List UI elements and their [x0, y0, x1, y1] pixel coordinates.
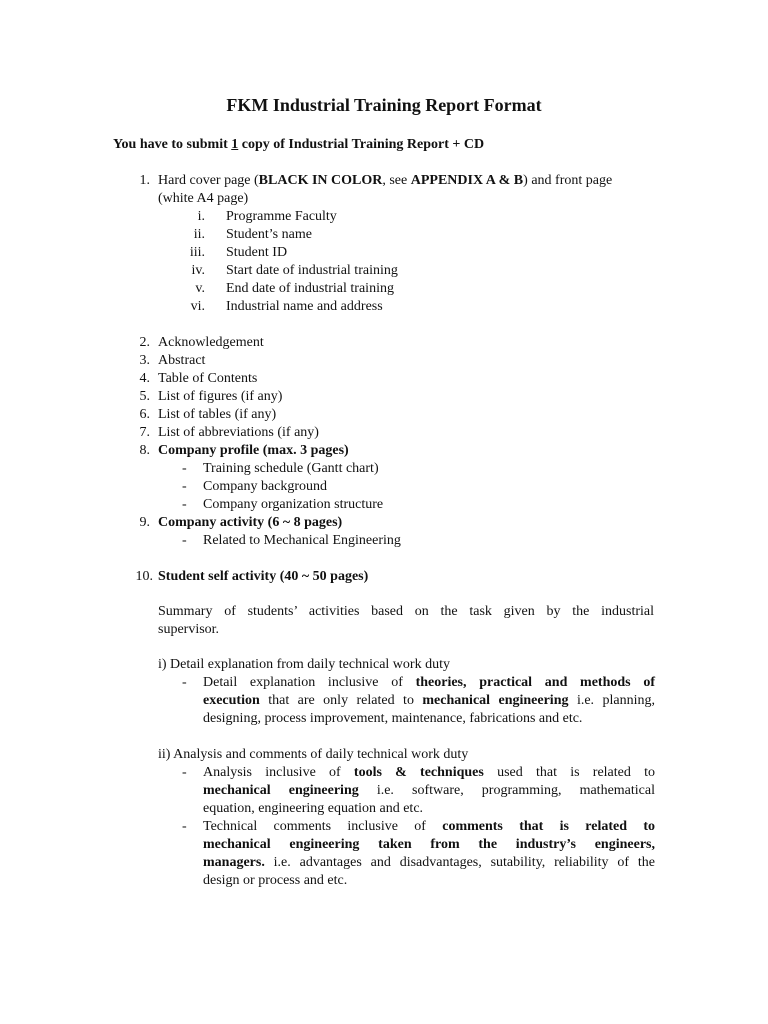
- item-text: Hard cover page (BLACK IN COLOR, see APPENDIX A & B) and front page: [158, 173, 613, 188]
- analysis-text: Analysis inclusive of tools & techniques used that is related to mechanical engineering i.e. software, programming, mathematical equation, engineering equation and etc.: [203, 765, 655, 816]
- submit-post: copy of Industrial Training Report + CD: [238, 137, 485, 152]
- submit-instruction: [113, 136, 484, 154]
- technical-comments-text: Technical comments inclusive of comments that is related to mechanical engineering taken from the industry’s engineers, managers. i.e. advantages and disadvantages, sutability, reliability of the design or process and etc.: [203, 819, 655, 888]
- section-i-heading: i) Detail explanation from daily technical work duty: [158, 657, 450, 672]
- item-number: 1.: [139, 173, 150, 188]
- submit-count: 1: [231, 137, 239, 152]
- page-title: FKM Industrial Training Report Format: [226, 95, 542, 115]
- section-ii-heading: ii) Analysis and comments of daily technical work duty: [158, 747, 469, 762]
- submit-pre: You have to submit: [113, 137, 232, 152]
- detail-explanation-text: Detail explanation inclusive of theories, practical and methods of execution that are only related to mechanical engineering i.e. planning, designing, process improvement, maintenance, fabrications and etc.: [203, 675, 655, 726]
- summary-paragraph: Summary of students’ activities based on the task given by the industrial supervisor.: [158, 604, 654, 637]
- document-page: FKM Industrial Training Report Format You have to submit 1 copy of Industrial Training Report + CD 1. Hard cover page (BLACK IN COLOR, see APPENDIX A & B) and front page (white A4 page) i. Programme Faculty ii. Student’s name iii. Student ID iv. Start date of industrial training v. End date of industrial training vi. Industrial name and address 2. Acknowledgement 3. Abstract 4. Table of Contents 5. List of figures (if any) 6. List of tables (if any) 7. List of abbreviations (if any) 8. Company profile (max. 3 pages) - Training schedule (Gantt chart) - Company background - Company organization structure 9. Company activity (6 ~ 8 pages) - Related to Mechanical Engineering 10. Student self activity (40 ~ 50 pages) Summary of students’ activities based on the task given by the industrial supervisor. i) Detail explanation from daily technical work duty - Detail explanation inclusive of theories, practical and methods of execution that are only related to mechanical engineering i.e. planning, designing, process improvement, maintenance, fabrications and etc. ii) Analysis and comments of daily technical work duty - Analysis inclusive of tools & techniques used that is related to mechanical engineering i.e. software, programming, mathematical equation, engineering equation and etc. - Technical comments inclusive of comments that is related to mechanical engineering taken from the industry’s engineers, managers. i.e. advantages and disadvantages, sutability, reliability of the design or process and etc.: [0, 0, 768, 1024]
- list-item-1-continued: (white A4 page): [158, 191, 249, 206]
